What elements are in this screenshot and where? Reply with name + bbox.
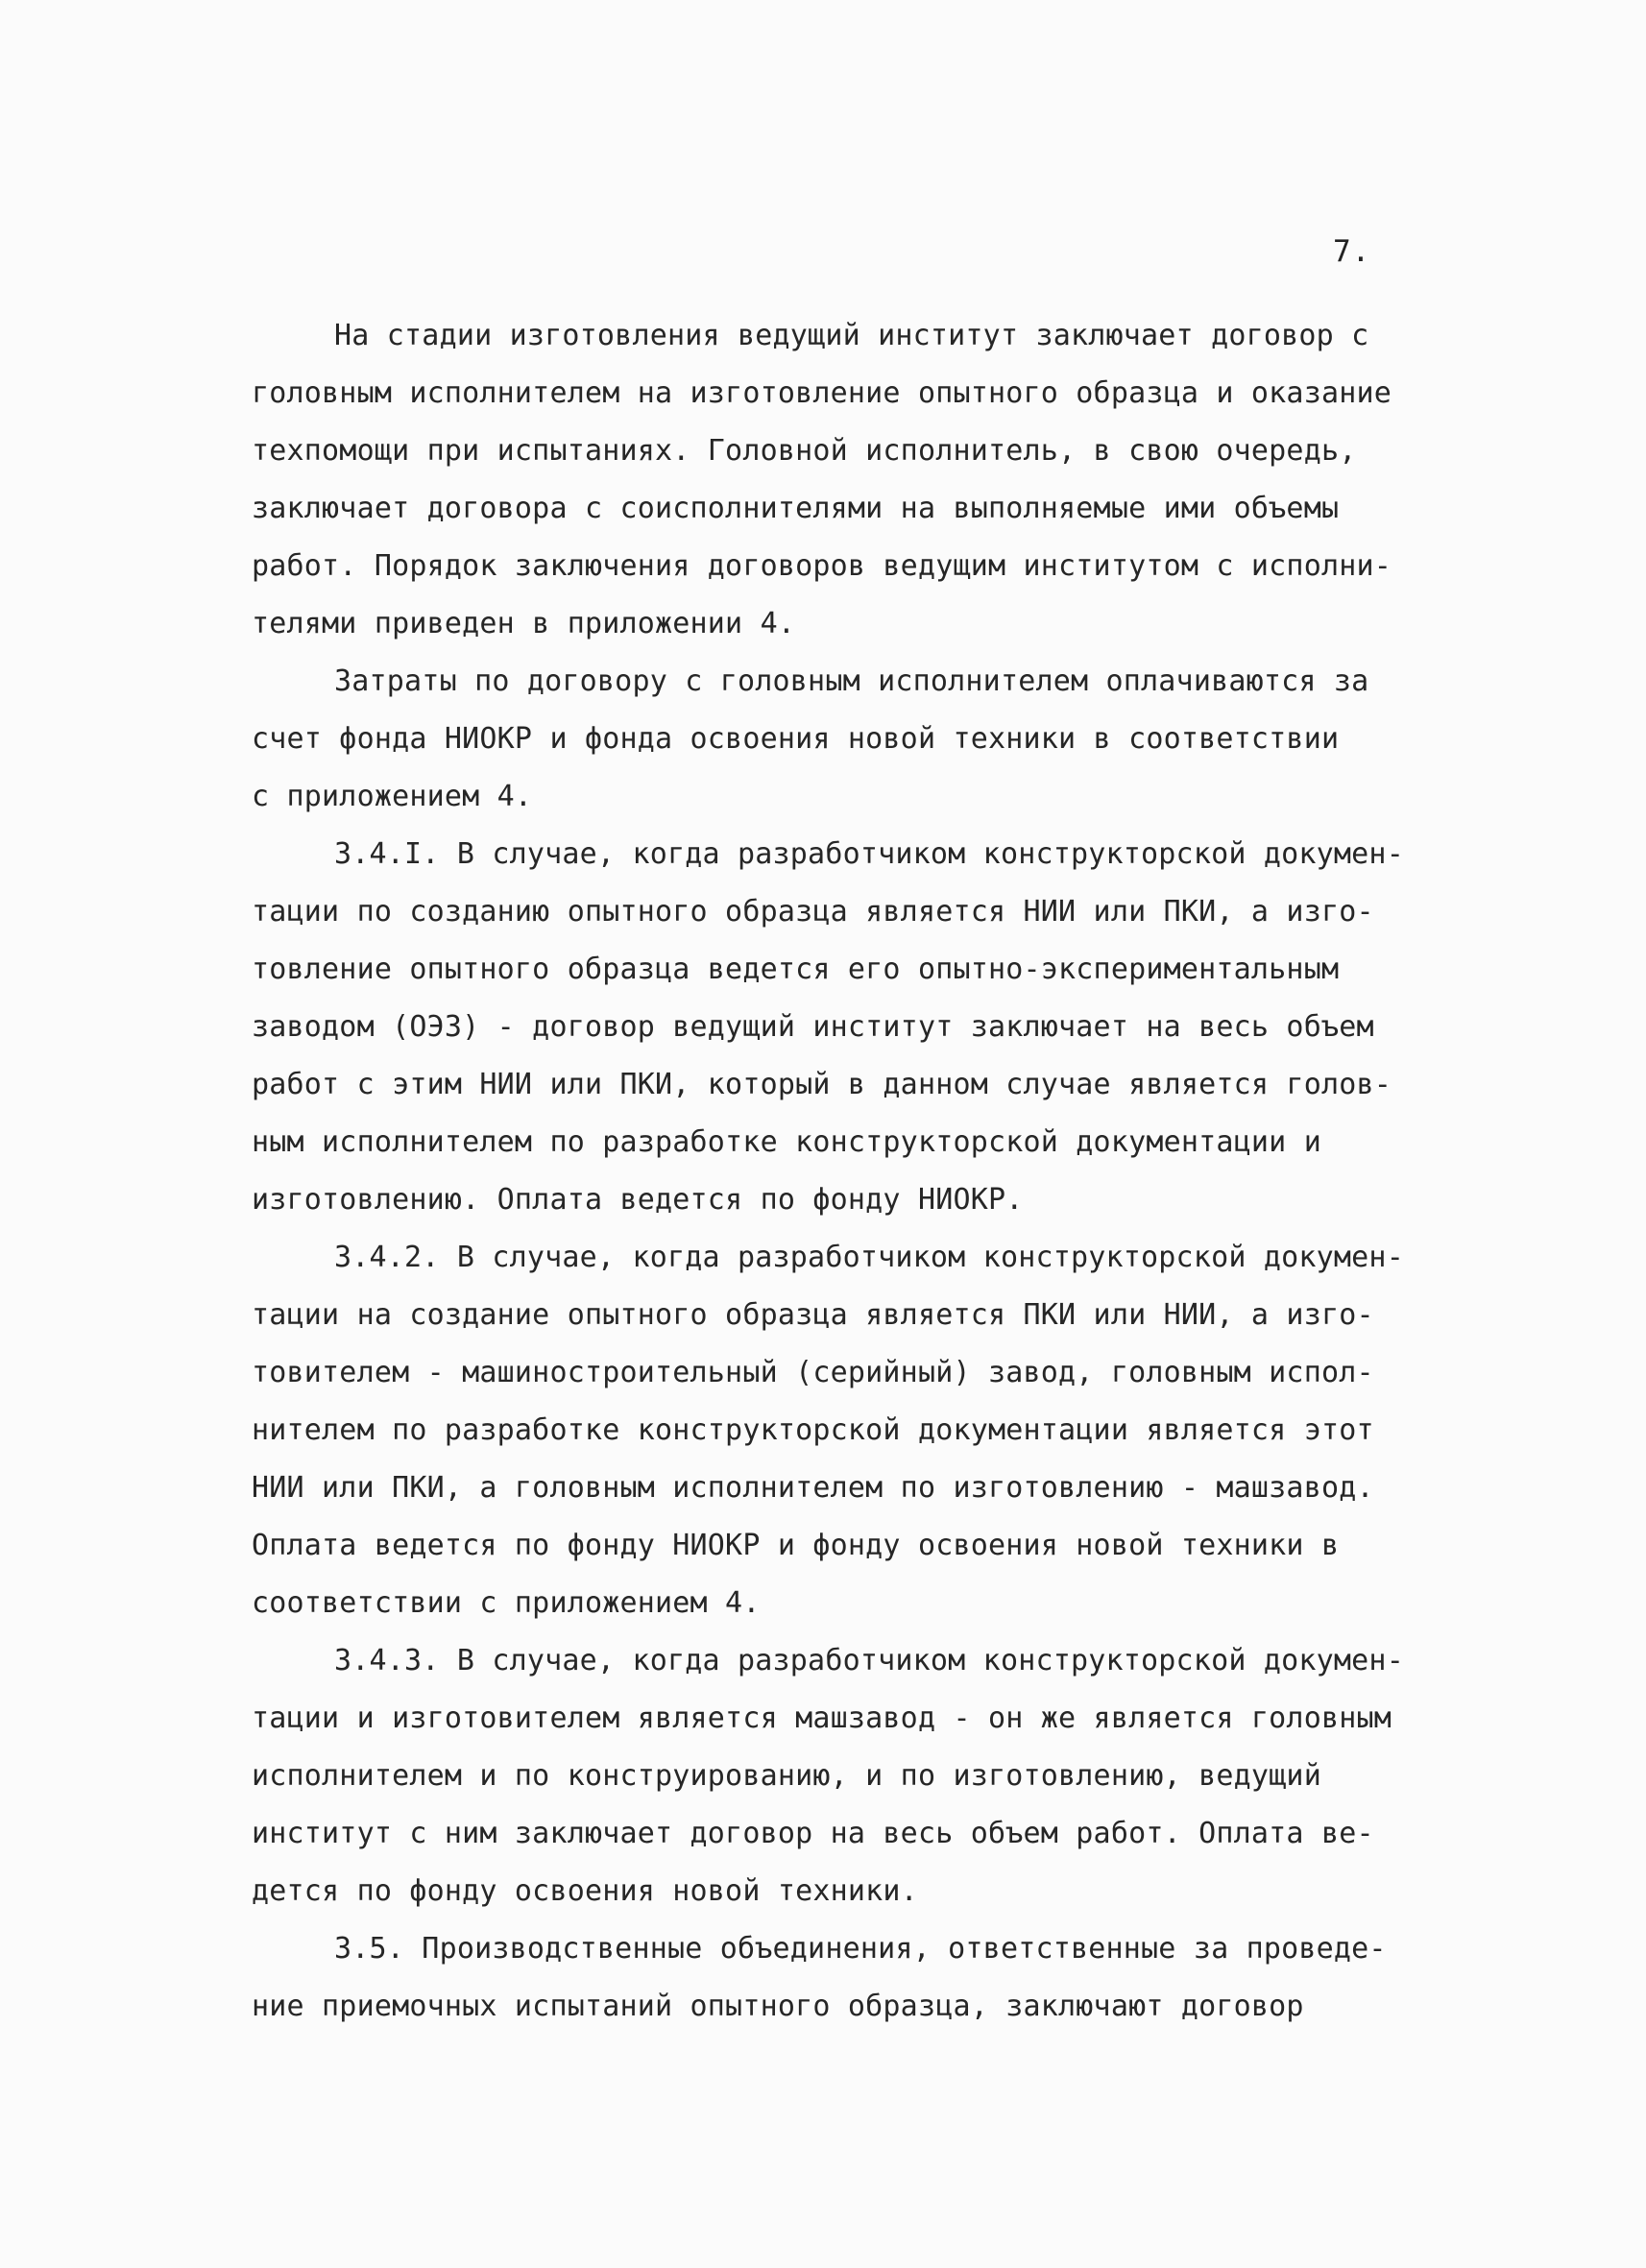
text-line: тации и изготовителем является машзавод - он же является головным — [252, 1701, 1392, 1735]
paragraph-3-5 — [252, 1920, 1414, 2036]
text-line: соответствии с приложением 4. — [252, 1586, 761, 1620]
document-body — [252, 307, 1414, 2036]
text-line: исполнителем и по конструированию, и по изготовлению, ведущий — [252, 1759, 1321, 1793]
paragraph-3-4-2 — [252, 1229, 1414, 1632]
text-line: На стадии изготовления ведущий институт заключает договор с — [334, 319, 1369, 352]
text-line: техпомощи при испытаниях. Головной исполнитель, в свою очередь, — [252, 434, 1357, 468]
text-line: изготовлению. Оплата ведется по фонду НИОКР. — [252, 1183, 1024, 1217]
text-line: тации по созданию опытного образца является НИИ или ПКИ, а изго- — [252, 895, 1374, 929]
text-line: Затраты по договору с головным исполнителем оплачиваются за — [334, 664, 1369, 698]
paragraph-3-4-1 — [252, 826, 1414, 1229]
text-line: заводом (ОЭЗ) - договор ведущий институт заключает на весь объем — [252, 1010, 1374, 1044]
text-line: ным исполнителем по разработке конструкторской документации и — [252, 1125, 1321, 1159]
text-line: головным исполнителем на изготовление опытного образца и оказание — [252, 376, 1392, 410]
text-line: 3.4.2. В случае, когда разработчиком конструкторской докумен- — [334, 1241, 1404, 1274]
text-line: институт с ним заключает договор на весь объем работ. Оплата ве- — [252, 1817, 1374, 1850]
text-line: 3.4.I. В случае, когда разработчиком конструкторской докумен- — [334, 837, 1404, 871]
text-line: ние приемочных испытаний опытного образца, заключают договор — [252, 1990, 1304, 2023]
text-line: товителем - машиностроительный (серийный) завод, головным испол- — [252, 1356, 1374, 1389]
paragraph-3-4-3 — [252, 1632, 1414, 1920]
text-line: с приложением 4. — [252, 780, 533, 813]
text-line: дется по фонду освоения новой техники. — [252, 1874, 918, 1908]
page-number: 7. — [1333, 234, 1371, 269]
text-line: 3.5. Производственные объединения, ответственные за проведе- — [334, 1932, 1387, 1966]
paragraph-2 — [252, 653, 1414, 826]
text-line: заключает договора с соисполнителями на выполняемые ими объемы — [252, 492, 1340, 525]
text-line: счет фонда НИОКР и фонда освоения новой техники в соответствии — [252, 722, 1340, 756]
text-line: Оплата ведется по фонду НИОКР и фонду освоения новой техники в — [252, 1529, 1340, 1562]
text-line: телями приведен в приложении 4. — [252, 607, 796, 640]
text-line: работ с этим НИИ или ПКИ, который в данном случае является голов- — [252, 1068, 1392, 1101]
text-line: тации на создание опытного образца является ПКИ или НИИ, а изго- — [252, 1298, 1374, 1332]
paragraph-1 — [252, 307, 1414, 653]
text-line: 3.4.3. В случае, когда разработчиком конструкторской докумен- — [334, 1644, 1404, 1677]
text-line: НИИ или ПКИ, а головным исполнителем по изготовлению - машзавод. — [252, 1471, 1374, 1505]
text-line: работ. Порядок заключения договоров ведущим институтом с исполни- — [252, 549, 1392, 583]
text-line: товление опытного образца ведется его опытно-экспериментальным — [252, 953, 1340, 986]
text-line: нителем по разработке конструкторской документации является этот — [252, 1413, 1374, 1447]
